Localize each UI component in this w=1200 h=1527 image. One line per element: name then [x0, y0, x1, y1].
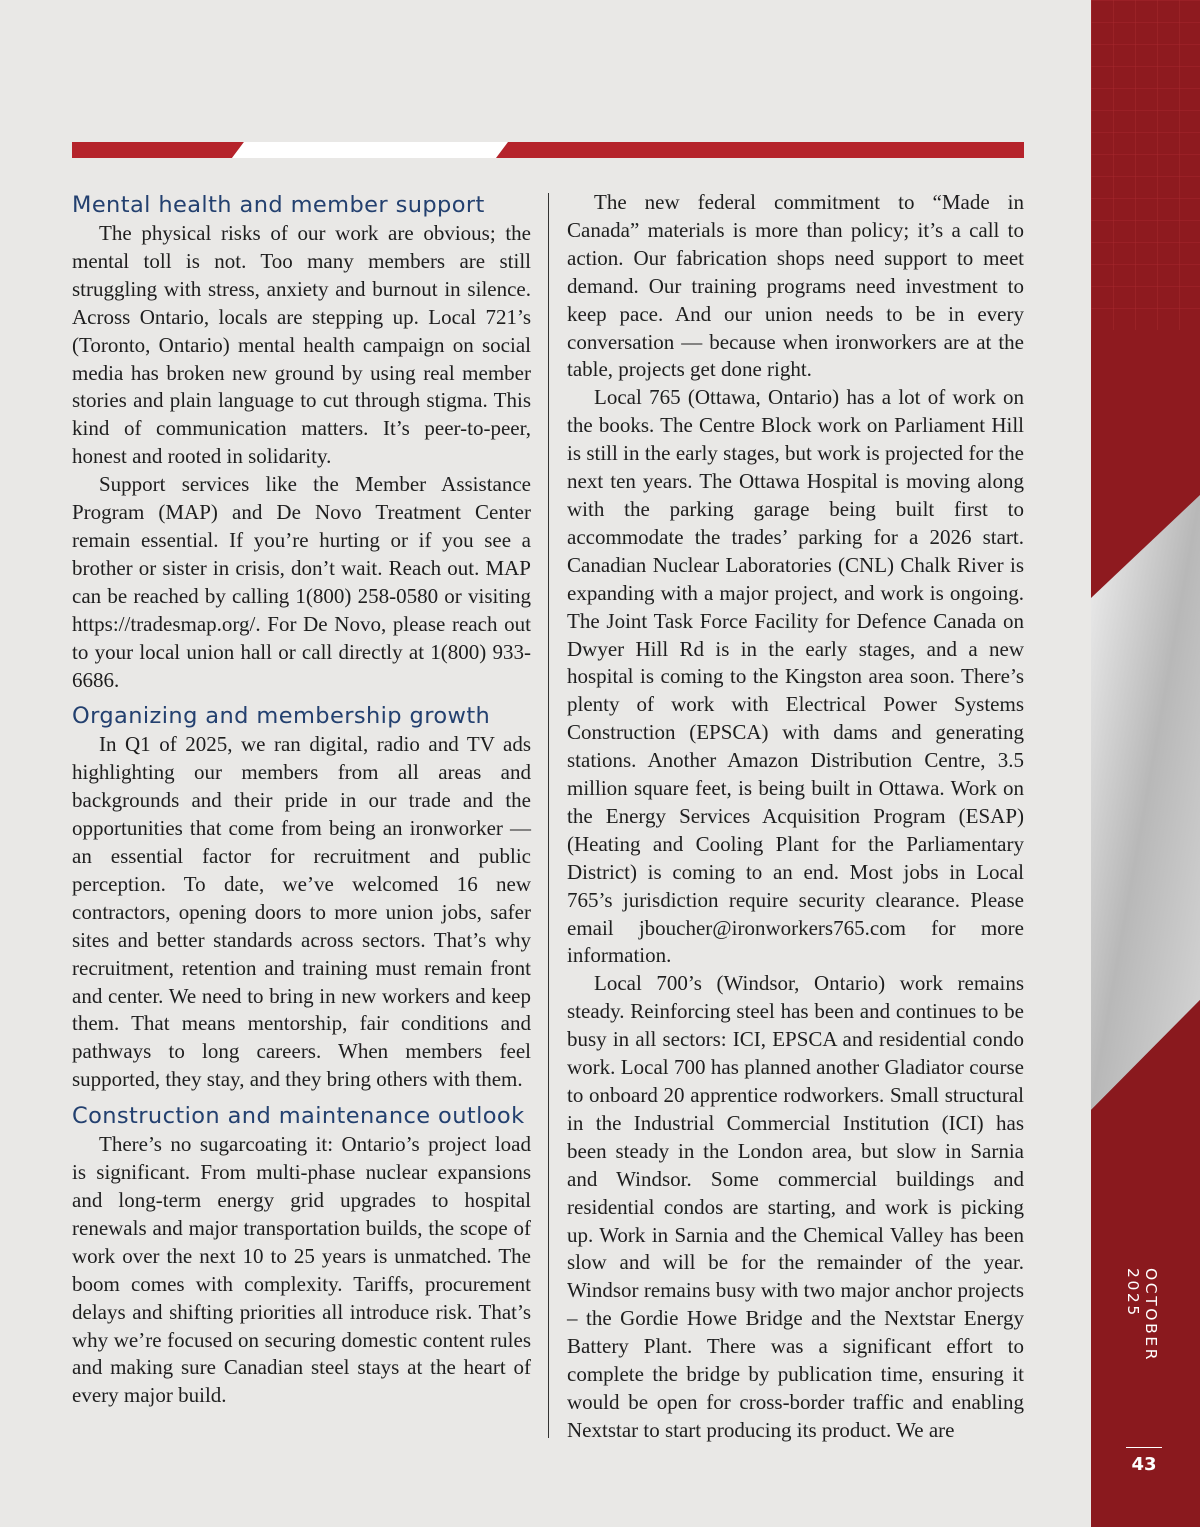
left-column	[72, 190, 531, 1410]
section-heading-mental-health: Mental health and member support	[72, 192, 485, 218]
section-heading-construction: Construction and maintenance outlook	[72, 1103, 525, 1130]
section-heading-organizing: Organizing and membership growth	[72, 703, 491, 730]
paragraph: Local 765 (Ottawa, Ontario) has a lot of work on the books. The Centre Block work on Parliament Hill is still in the early stages, but work is projected for the next ten years. The Ottawa Hospital is moving along with the parking garage being built first to accommodate the trades’ parking for a 2026 start. Canadian Nuclear Laboratories (CNL) Chalk River is expanding with a major project, and work is ongoing. The Joint Task Force Facility for Defence Canada on Dwyer Hill Rd is in the early stages, and a new hospital is coming to the Kingston area soon. There’s plenty of work with Electrical Power Systems Construction (EPSCA) with dams and generating stations. Another Amazon Distribution Centre, 3.5 million square feet, is being built in Ottawa. Work on the Energy Services Acquisition Program (ESAP) (Heating and Cooling Plant for the Parliamentary District) is coming to an end. Most jobs in Local 765’s jurisdiction require security clearance. Please email jboucher@ironworkers765.com for more information.	[567, 385, 1024, 968]
paragraph: Support services like the Member Assistance Program (MAP) and De Novo Treatment Center remain essential. If you’re hurting or if you see a brother or sister in crisis, don’t wait. Reach out. MAP can be reached by calling 1(800) 258-0580 or visiting https://tradesmap.org/. For De Novo, please reach out to your local union hall or call directly at 1(800) 933-6686.	[72, 472, 531, 692]
page-number: 43	[1131, 1454, 1157, 1475]
right-column	[567, 189, 1024, 1445]
paragraph: There’s no sugarcoating it: Ontario’s project load is significant. From multi-phase nuclear expansions and long-term energy grid upgrades to hospital renewals and major transportation builds, the scope of work over the next 10 to 25 years is unmatched. The boom comes with complexity. Tariffs, procurement delays and shifting priorities all introduce risk. That’s why we’re focused on securing domestic content rules and making sure Canadian steel stays at the heart of every major build.	[72, 1132, 531, 1408]
column-divider	[548, 193, 549, 1438]
paragraph: The physical risks of our work are obvious; the mental toll is not. Too many members are still struggling with stress, anxiety and burnout in silence. Across Ontario, locals are stepping up. Local 721’s (Toronto, Ontario) mental health campaign on social media has broken new ground by using real member stories and plain language to cut through stigma. This kind of communication matters. It’s peer-to-peer, honest and rooted in solidarity.	[72, 221, 531, 469]
paragraph: The new federal commitment to “Made in Canada” materials is more than policy; it’s a call to action. Our fabrication shops need support to meet demand. Our training programs need investment to keep pace. And our union needs to be in every conversation — because when ironworkers are at the table, projects get done right.	[567, 190, 1024, 382]
header-stripe	[72, 142, 1024, 158]
paragraph: In Q1 of 2025, we ran digital, radio and TV ads highlighting our members from all areas and backgrounds and their pride in our trade and the opportunities that come from being an ironworker — an essential factor for recruitment and public perception. To date, we’ve welcomed 16 new contractors, opening doors to more union jobs, safer sites and better standards across sectors. That’s why recruitment, retention and training must remain front and center. We need to bring in new workers and keep them. That means mentorship, fair conditions and pathways to long careers. When members feel supported, they stay, and they bring others with them.	[72, 732, 531, 1092]
paragraph: Local 700’s (Windsor, Ontario) work remains steady. Reinforcing steel has been and continues to be busy in all sectors: ICI, EPSCA and residential condo work. Local 700 has planned another Gladiator course to onboard 20 apprentice rodworkers. Small structural in the Industrial Commercial Institution (ICI) has been steady in the London area, but slow in Sarnia and Windsor. Some commercial buildings and residential condos are starting, and work is picking up. Work in Sarnia and the Chemical Valley has been slow and will be for the remainder of the year. Windsor remains busy with two major anchor projects – the Gordie Howe Bridge and the Nextstar Energy Battery Plant. There was a significant effort to complete the bridge by publication time, ensuring it would be open for cross-border traffic and enabling Nextstar to start producing its product. We are	[567, 971, 1024, 1442]
issue-month: OCTOBER 2025	[1124, 1268, 1160, 1363]
page-number-rule	[1126, 1447, 1162, 1448]
